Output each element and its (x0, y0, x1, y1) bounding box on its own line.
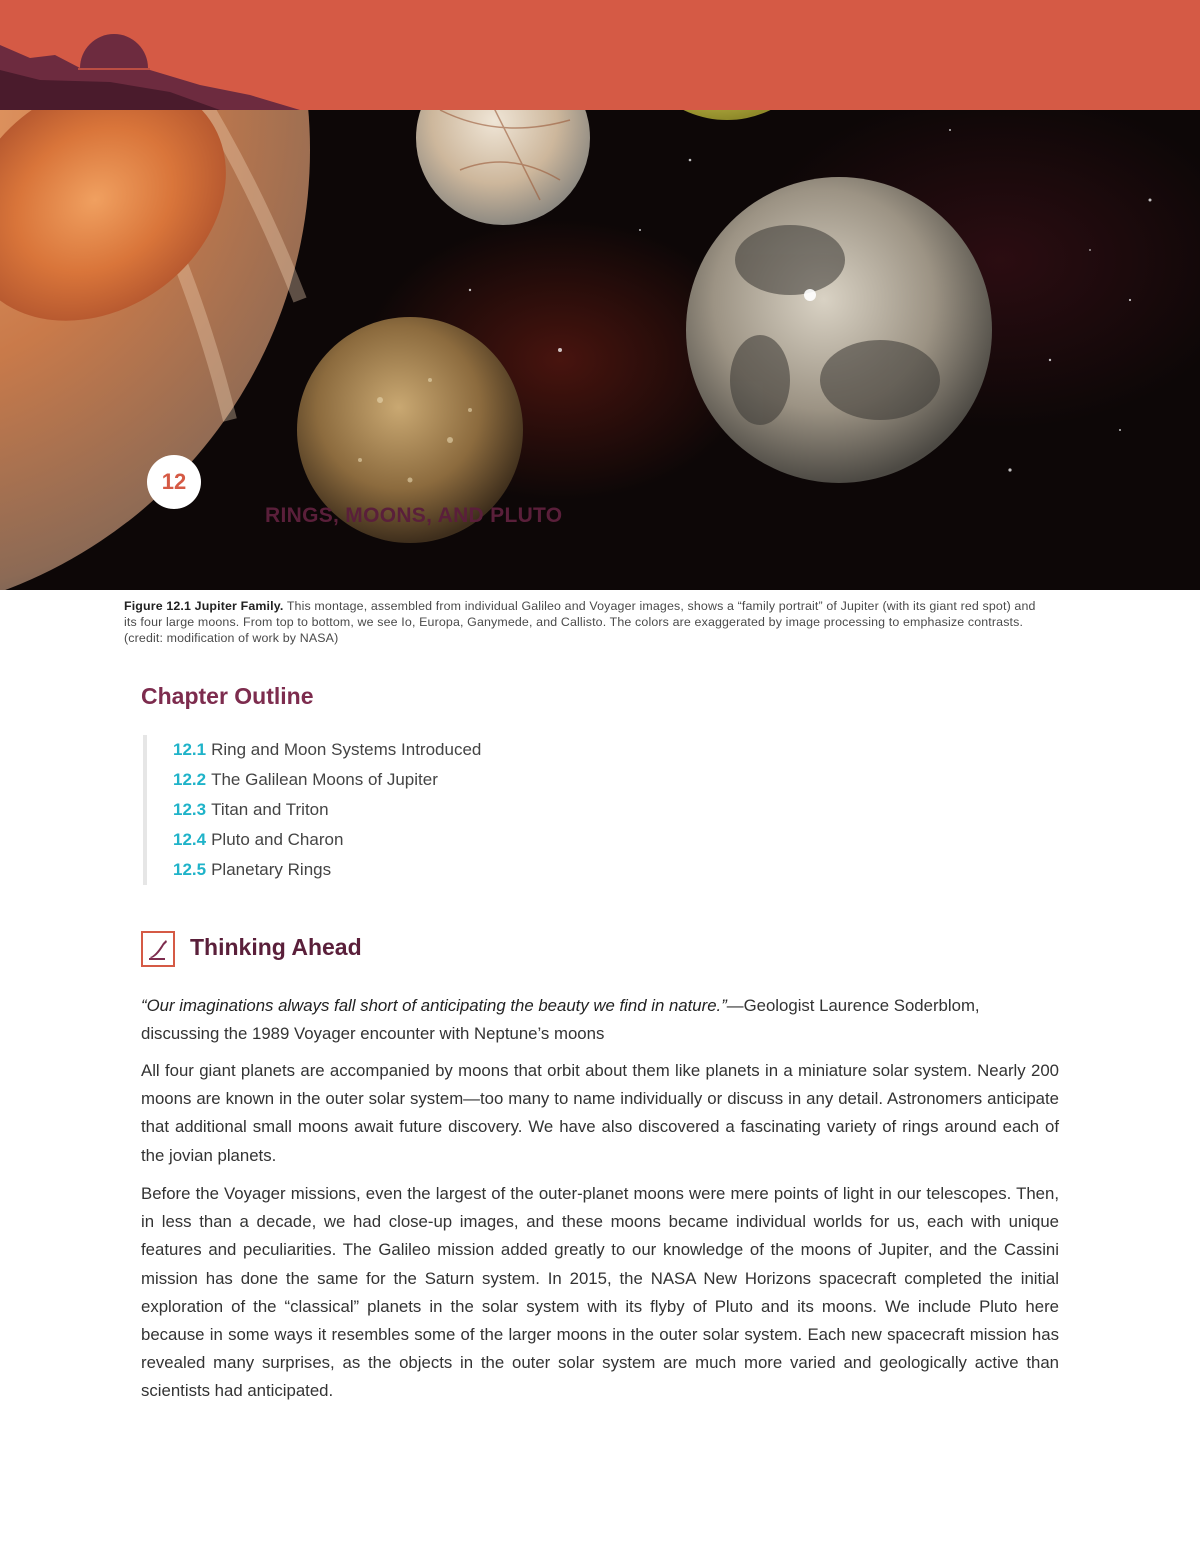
outline-item-title: Titan and Triton (211, 800, 329, 819)
chapter-outline-list (143, 735, 481, 885)
thinking-ahead-heading: Thinking Ahead (190, 934, 362, 960)
outline-item-number: 12.1 (173, 740, 207, 759)
body-paragraph: Before the Voyager missions, even the largest of the outer-planet moons were mere points of light in our telescopes. Then, in less than a decade, we had close-up images, and these moons became individual worlds for us, each with unique features and peculiarities. The Galileo mission added greatly to our knowledge of the moons of Jupiter, and the Cassini mission has done the same for the Saturn system. In 2015, the NASA New Horizons spacecraft completed the initial exploration of the “classical” planets in the solar system with its flyby of Pluto and its moons. We include Pluto here because in some ways it resembles some of the larger moons in the outer solar system. Each new spacecraft mission has revealed many surprises, as the objects in the outer solar system are much more varied and geologically active than scientists had anticipated. (141, 1184, 1059, 1401)
figure-caption (124, 598, 1044, 646)
jupiter-family-figure (0, 0, 1200, 590)
outline-item[interactable] (173, 735, 481, 765)
chapter-number-badge: 12 (147, 455, 201, 509)
body-paragraph: All four giant planets are accompanied by moons that orbit about them like planets in a miniature solar system. Nearly 200 moons are known in the outer solar system—too many to name individually or discuss in any detail. Astronomers anticipate that additional small moons await future discovery. We have also discovered a fascinating variety of rings around each of the jovian planets. (141, 1061, 1059, 1165)
pen-icon-glyph (143, 933, 173, 965)
quote-text: “Our imaginations always fall short of anticipating the beauty we find in nature.” (141, 996, 727, 1015)
outline-item[interactable] (173, 855, 481, 885)
outline-item[interactable] (173, 765, 481, 795)
opening-quote (141, 992, 1059, 1048)
outline-item-title: The Galilean Moons of Jupiter (211, 770, 438, 789)
pen-icon (141, 931, 175, 967)
chapter-title: RINGS, MOONS, AND PLUTO (265, 504, 563, 527)
outline-item-title: Pluto and Charon (211, 830, 344, 849)
outline-item-number: 12.5 (173, 860, 207, 879)
outline-item[interactable] (173, 795, 481, 825)
outline-item[interactable] (173, 825, 481, 855)
outline-item-title: Planetary Rings (211, 860, 332, 879)
outline-item-number: 12.4 (173, 830, 207, 849)
chapter-outline-heading: Chapter Outline (141, 683, 314, 709)
figure-caption-text: This montage, assembled from individual Galileo and Voyager images, shows a “family portrait” of Jupiter (with its giant red spot) and its four large moons. From top to bottom, we see Io, Europa, Ganymede, and Callisto. The colors are exaggerated by image processing to emphasize contrasts. (credit: modification of work by NASA) (124, 599, 1036, 645)
chapter-banner (0, 0, 1200, 110)
quote-attribution: —Geologist Laurence Soderblom, discussing the 1989 Voyager encounter with Neptune’s moons (141, 996, 980, 1044)
outline-item-number: 12.3 (173, 800, 207, 819)
outline-item-title: Ring and Moon Systems Introduced (211, 740, 482, 759)
figure-label: Figure 12.1 Jupiter Family. (124, 599, 284, 613)
outline-item-number: 12.2 (173, 770, 207, 789)
